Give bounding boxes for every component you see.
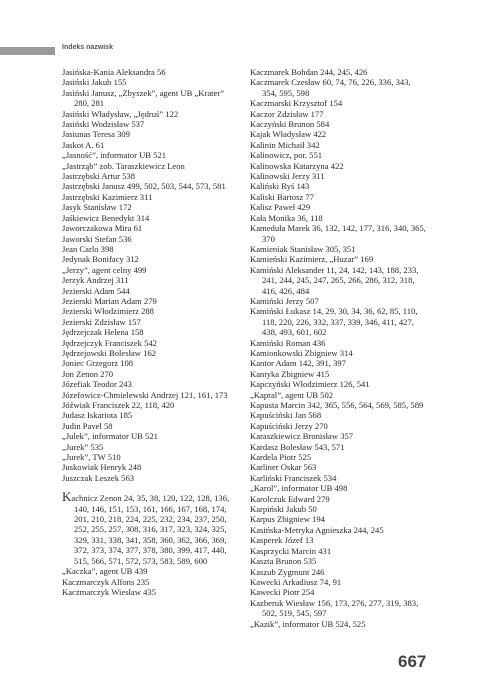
index-entry: Jasińska-Kania Aleksandra 56 — [62, 67, 166, 77]
index-entry: Jastrzębski Artur 538 — [62, 171, 136, 182]
index-entry: Kamiński Jerzy 507 — [250, 295, 319, 306]
index-entry: „Jerzy”, agent celny 499 — [62, 264, 147, 275]
index-entry: Kapczyński Włodzimierz 126, 541 — [250, 379, 370, 390]
index-entry: Kaszta Brunon 535 — [250, 556, 317, 567]
index-entry: Jedynak Bonifacy 312 — [62, 254, 139, 265]
index-entry: Jędrzejczyk Franciszek 542 — [62, 337, 157, 348]
running-header: Indeks nazwisk — [62, 44, 113, 51]
index-entry: Kardela Piotr 525 — [250, 452, 312, 463]
index-entry: Kamiński Roman 436 — [250, 337, 326, 348]
index-entry: Józefowicz-Chmielewski Andrzej 121, 161, 173 — [62, 389, 228, 400]
index-entry: Jastrzębski Janusz 499, 502, 503, 544, 573, 581 — [62, 181, 226, 192]
index-entry: Jasiunas Teresa 309 — [62, 129, 130, 140]
index-entry: Kaszub Zygmunt 246 — [250, 566, 325, 577]
index-entry: Kardasz Bolesław 543, 571 — [250, 441, 345, 452]
left-column — [62, 67, 239, 597]
index-entry: Kaczor Zdzisław 177 — [250, 108, 324, 119]
index-entry: Kaliski Bartosz 77 — [250, 191, 314, 202]
index-entry: Jaworczakowa Mira 61 — [62, 223, 143, 234]
index-entry: Kamieniak Stanisław 305, 351 — [250, 243, 356, 254]
index-entry: Karliński Franciszek 534 — [250, 472, 337, 483]
index-entry: Kajak Władysław 422 — [250, 129, 327, 140]
index-entry: „Kazik”, informator UB 524, 525 — [250, 618, 366, 629]
section-initial: K — [62, 489, 72, 505]
index-entry: Kawecki Arkadiusz 74, 91 — [250, 576, 342, 587]
index-entry: „Kaczka”, agent UB 439 — [62, 566, 148, 577]
index-entry: Jezierski Adam 544 — [62, 285, 130, 296]
index-entry: Judin Pavel 58 — [62, 420, 113, 431]
index-entry: Karaszkiewicz Bronisław 357 — [250, 431, 354, 442]
index-entry: Kaczmarek Bohdan 244, 245, 426 — [250, 67, 368, 77]
index-entry: „Karol”, informator UB 498 — [250, 483, 348, 494]
index-entry: Kalinowska Katarzyna 422 — [250, 160, 344, 171]
index-entry: Kawecki Piotr 254 — [250, 587, 315, 598]
index-entry: Karolczuk Edward 279 — [250, 493, 330, 504]
index-entry: Kamionkowski Zbigniew 314 — [250, 347, 353, 358]
index-entry: Jastrzębski Kazimierz 311 — [62, 191, 153, 202]
index-entry: „Jastrząb” zob. Taraszkiewicz Leon — [62, 160, 185, 171]
index-entry: Kalinowicz, por. 551 — [250, 150, 323, 161]
index-entry: Juskowiak Henryk 248 — [62, 462, 142, 473]
index-entry: Kapusta Marcin 342, 365, 556, 564, 569, 585, 589 — [250, 400, 424, 410]
index-entry: Kazberuk Wiesław 156, 173, 276, 277, 319, 383, 502, 519, 545, 597 — [250, 597, 419, 619]
index-entry: Jezierski Zdzisław 157 — [62, 316, 141, 327]
index-entry: Kaczmarski Krzysztof 154 — [250, 98, 343, 109]
index-entry: Jasiński Janusz, „Zbyszek”, agent UB „Krater” 280, 281 — [62, 87, 225, 109]
index-entry: Jasyk Stanisław 172 — [62, 202, 132, 213]
index-entry: Kamieński Kazimierz, „Huzar” 169 — [250, 254, 374, 265]
index-entry: Jasiński Wodzisław 537 — [62, 119, 145, 130]
index-entry: Jóźwiak Franciszek 22, 118, 420 — [62, 400, 175, 410]
index-entry: Jezierski Włodzimierz 288 — [62, 306, 154, 317]
index-entry: „Jurek” 535 — [62, 441, 104, 452]
index-entry: Jędrzejczak Helena 158 — [62, 327, 144, 338]
index-entry: Jon Zenon 270 — [62, 368, 114, 379]
index-entry: Karliner Oskar 563 — [250, 462, 317, 473]
index-entry: Judasz Iskariota 185 — [62, 410, 133, 421]
index-entry: Karpus Zbigniew 194 — [250, 514, 325, 525]
index-entry: Juszczak Leszek 563 — [62, 472, 135, 483]
index-entry: Joniec Grzegorz 108 — [62, 358, 134, 369]
right-column — [250, 67, 427, 629]
index-entry: Kalinin Michaił 342 — [250, 139, 320, 150]
index-entry: Kała Monika 36, 118 — [250, 212, 323, 223]
index-entry: „Kapral”, agent UB 502 — [250, 389, 334, 400]
index-entry: Kamiński Łukasz 14, 29, 30, 34, 36, 62, 85, 110, 118, 220, 226, 332, 337, 339, 346, 411, 427, 438, 493, 601, 602 — [250, 306, 418, 338]
index-entry: Kasprzycki Marcin 431 — [250, 545, 332, 556]
index-entry: Kameduła Marek 36, 132, 142, 177, 316, 340, 365, 370 — [250, 223, 426, 244]
index-entry: „Jurek”, TW 510 — [62, 452, 121, 463]
section-first-entry-text: achnicz Zenon 24, 35, 38, 120, 122, 128, 136, 140, 146, 151, 153, 161, 166, 167, 168, 174, 201, 210, 218, 224, 225, 232, 234, 237, 250, 252, 255, 257, 308, 316, 317, 323, 324, 325, 329, 331, 338, 341, 358, 360, 362, 366, 369, 372, 373, 374, 377, 378, 380, 399, 417, 440, 515, 566, 571, 572, 573, 583, 589, 600 — [71, 493, 230, 566]
header-bar — [0, 47, 55, 55]
index-entry: Kasperek Józef 13 — [250, 535, 314, 546]
index-entry: „Jasność”, informator UB 521 — [62, 150, 167, 161]
index-entry: Karpiński Jakub 50 — [250, 504, 317, 515]
index-entry: Kalisz Paweł 429 — [250, 202, 311, 213]
index-entry: Kaczmarczyk Alfons 235 — [62, 576, 150, 587]
index-entry: Jaśkiewicz Benedykt 314 — [62, 212, 150, 223]
index-entry: Kapuściński Jan 568 — [250, 410, 322, 421]
index-entry: Jaworski Stefan 536 — [62, 233, 132, 244]
page-number: 667 — [398, 652, 427, 671]
index-entry: Kaczmarek Czesław 60, 74, 76, 226, 336, 343, 354, 595, 598 — [250, 77, 411, 98]
index-entry: Kalinowski Jerzy 311 — [250, 171, 325, 182]
index-entry: Kapuściński Jerzy 270 — [250, 420, 328, 431]
index-entry: Jaskot A. 61 — [62, 139, 105, 150]
section-gap — [62, 483, 239, 492]
index-entry: Kaczmarczyk Wiesław 435 — [62, 586, 156, 597]
index-entry: Jędrzejowski Bolesław 162 — [62, 347, 157, 358]
index-entry: Kantor Adam 142, 391, 397 — [250, 358, 346, 369]
index-entry-section-start — [62, 489, 239, 566]
index-entry: Kantyka Zbigniew 415 — [250, 368, 330, 379]
index-entry: Jasiński Jakub 155 — [62, 77, 127, 88]
index-entry: Kaczyński Brunon 584 — [250, 119, 330, 130]
index-entry: Jasiński Władysław, „Jędruś” 122 — [62, 108, 179, 119]
index-entry: „Julek”, informator UB 521 — [62, 431, 158, 442]
index-entry: Jean Carlo 398 — [62, 243, 114, 254]
index-entry: Kaliński Ryś 143 — [250, 181, 310, 192]
index-entry: Jerzyk Andrzej 311 — [62, 275, 129, 286]
index-entry: Jezierski Marian Adam 279 — [62, 295, 157, 306]
index-entry: Józefiak Teodor 243 — [62, 379, 132, 390]
index-entry: Kasińska-Metryka Agnieszka 244, 245 — [250, 524, 384, 535]
index-entry: Kamiński Aleksander 11, 24, 142, 143, 188, 233, 241, 244, 245, 247, 265, 266, 286, 312, 318, 416, 426, 484 — [250, 264, 419, 296]
